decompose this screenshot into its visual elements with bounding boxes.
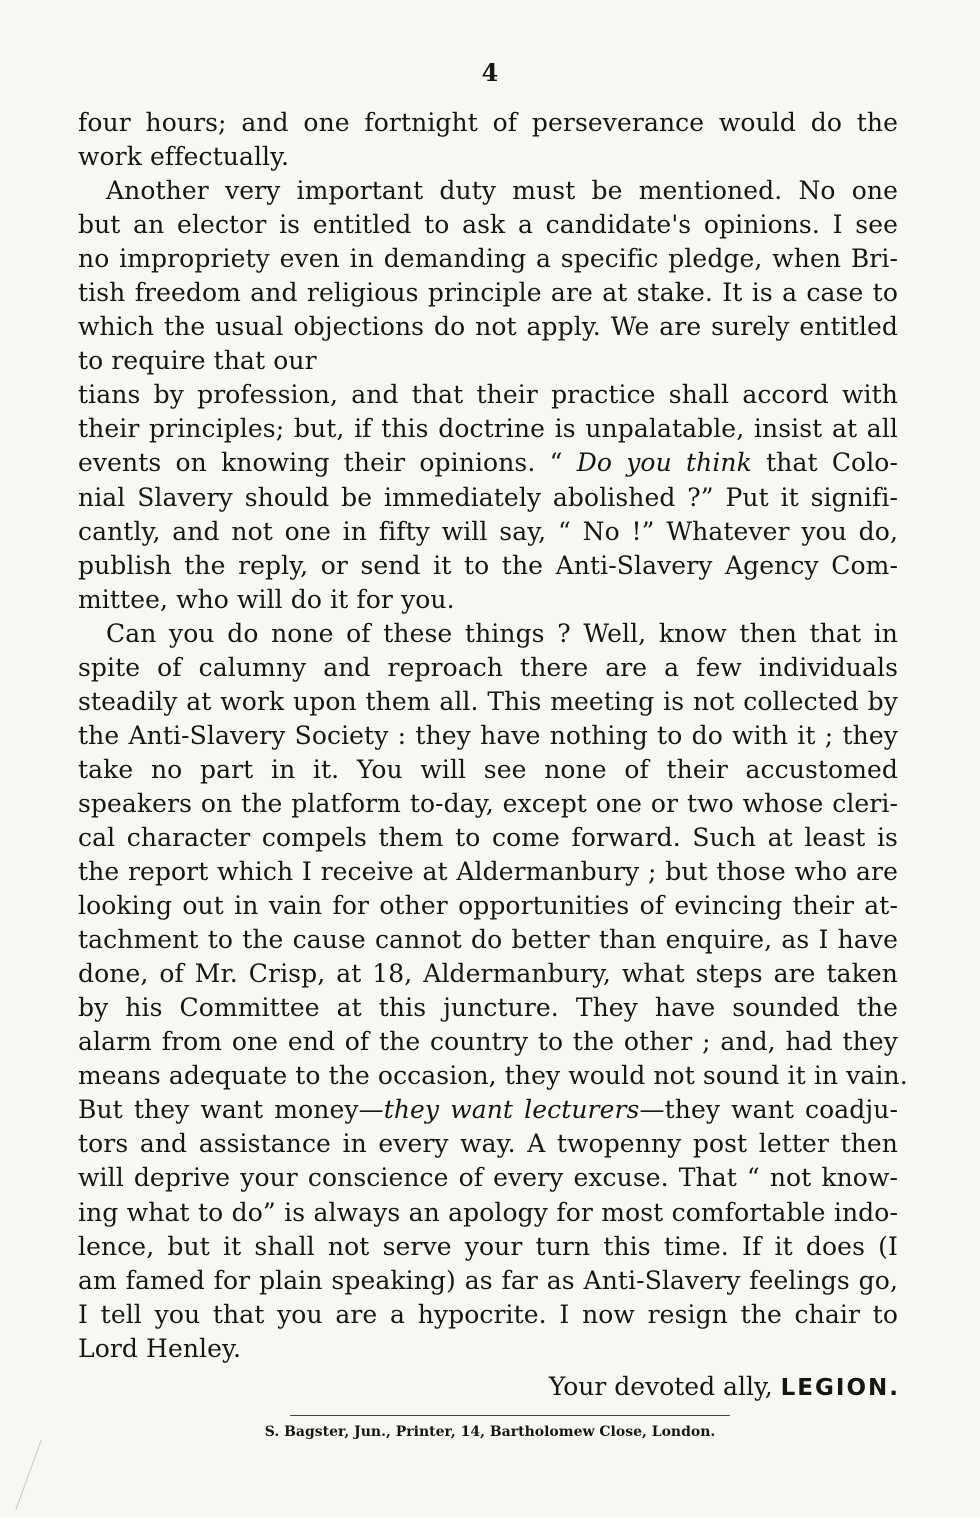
text-line: to require that our <box>78 346 317 376</box>
text-line: ing what to do” is always an apology for most comfortable indo- <box>78 1197 898 1227</box>
text-line: no impropriety even in demanding a specific pledge, when Bri- <box>78 244 898 274</box>
signature-line <box>0 1372 900 1401</box>
signature-prefix: Your devoted ally, <box>548 1372 781 1401</box>
text-line: which the usual objections do not apply. We are surely entitled <box>78 312 898 342</box>
text-line: cal character compels them to come forward. Such at least is <box>78 822 898 852</box>
text-line: looking out in vain for other opportunities of evincing their at- <box>78 891 898 921</box>
text-line: by his Committee at this juncture. They have sounded the <box>78 993 898 1023</box>
text-line: four hours; and one fortnight of perseverance would do the <box>78 108 898 137</box>
page-edge-mark <box>15 1440 101 1510</box>
text-line: tians by profession, and that their practice shall accord with <box>78 380 898 410</box>
text-line: the Anti-Slavery Society : they have nothing to do with it ; they <box>78 720 898 750</box>
text-line: take no part in it. You will see none of their accustomed <box>78 754 898 784</box>
signature-name: LEGION. <box>780 1375 900 1401</box>
text-line: alarm from one end of the country to the other ; and, had they <box>78 1027 898 1057</box>
text-line: steadily at work upon them all. This meeting is not collected by <box>78 686 898 716</box>
text-line: am famed for plain speaking) as far as Anti-Slavery feelings go, <box>78 1265 898 1295</box>
text-line: nial Slavery should be immediately abolished ?” Put it signifi- <box>78 482 898 512</box>
text-line: tish freedom and religious principle are at stake. It is a case to <box>78 278 898 308</box>
printer-imprint: S. Bagster, Jun., Printer, 14, Bartholomew Close, London. <box>264 1424 716 1440</box>
text-line: publish the reply, or send it to the Anti-Slavery Agency Com- <box>78 550 898 580</box>
text-line: lence, but it shall not serve your turn this time. If it does (I <box>78 1231 898 1261</box>
text-line: speakers on the platform to-day, except one or two whose cleri- <box>78 788 898 818</box>
body-text <box>78 106 908 1366</box>
text-line: events on knowing their opinions. “ Do you think that Colo- <box>78 448 898 478</box>
text-line: mittee, who will do it for you. <box>78 584 455 614</box>
text-line: Can you do none of these things ? Well, know then that in <box>106 618 898 648</box>
text-line: Another very important duty must be mentioned. No one <box>106 176 898 206</box>
page-number: 4 <box>481 58 499 87</box>
text-line: tors and assistance in every way. A twopenny post letter then <box>78 1129 898 1159</box>
text-line: their principles; but, if this doctrine is unpalatable, insist at all <box>78 414 898 444</box>
text-line: will deprive your conscience of every excuse. That “ not know- <box>78 1163 898 1193</box>
text-line: But they want money—they want lecturers—they want coadju- <box>78 1095 898 1125</box>
text-line: I tell you that you are a hypocrite. I now resign the chair to <box>78 1299 898 1329</box>
text-line: cantly, and not one in fifty will say, “ No !” Whatever you do, <box>78 516 898 546</box>
text-line: work effectually. <box>78 142 290 172</box>
text-line: Lord Henley. <box>78 1333 241 1363</box>
imprint-rule <box>290 1415 730 1416</box>
text-line: the report which I receive at Aldermanbury ; but those who are <box>78 857 898 887</box>
text-line: but an elector is entitled to ask a candidate's opinions. I see <box>78 210 898 240</box>
text-line: spite of calumny and reproach there are a few individuals <box>78 652 898 682</box>
text-line: tachment to the cause cannot do better than enquire, as I have <box>78 925 898 955</box>
text-line: done, of Mr. Crisp, at 18, Aldermanbury, what steps are taken <box>78 959 898 989</box>
text-line: means adequate to the occasion, they would not sound it in vain. <box>78 1061 908 1091</box>
